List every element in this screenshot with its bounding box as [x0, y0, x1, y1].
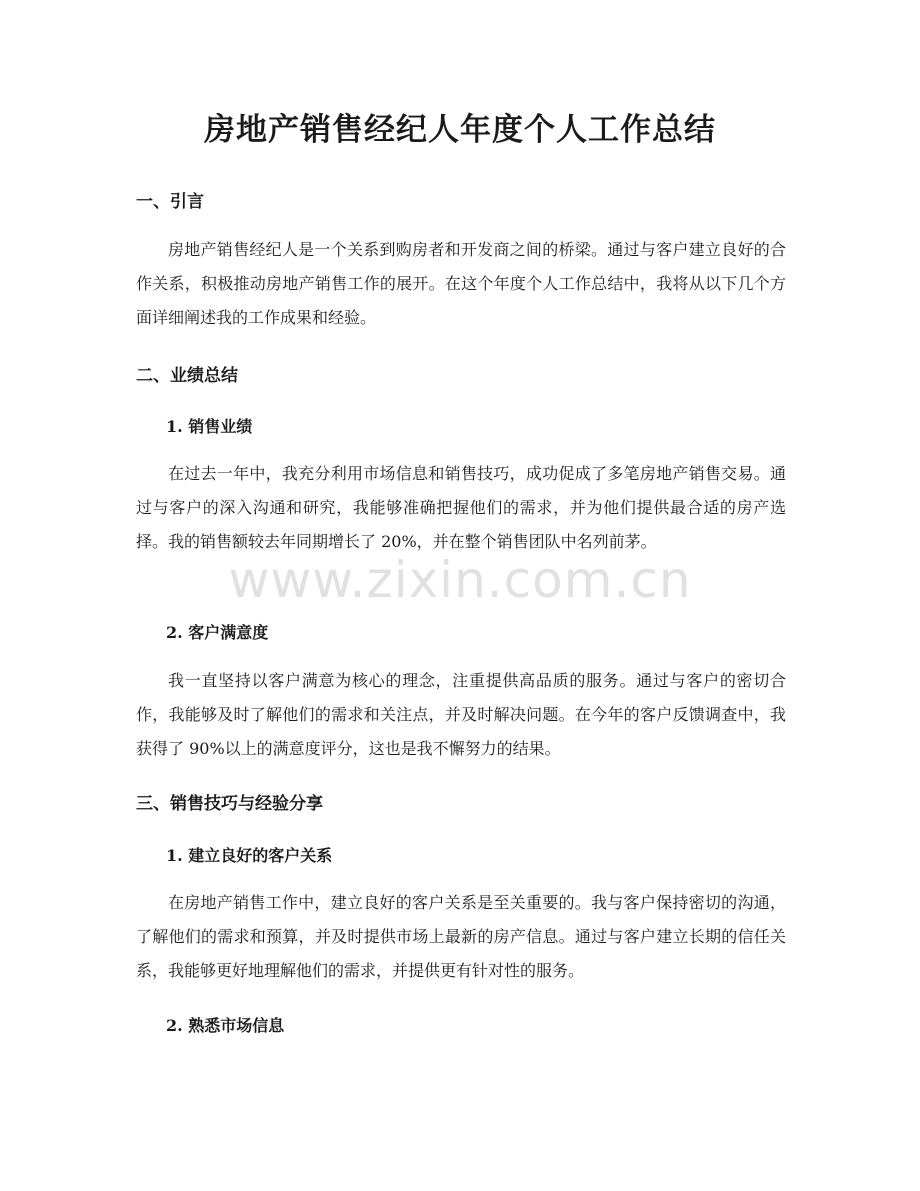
section-heading-techniques: 三、销售技巧与经验分享 [136, 794, 323, 814]
section-heading-performance: 二、业绩总结 [136, 366, 238, 386]
subsection-heading-market-info: 2. 熟悉市场信息 [166, 1016, 285, 1035]
subsection-heading-customer-relations: 1. 建立良好的客户关系 [166, 846, 333, 865]
subsection-paragraph-satisfaction: 我一直坚持以客户满意为核心的理念，注重提供高品质的服务。通过与客户的密切合作，我能够及时了解他们的需求和关注点，并及时解决问题。在今年的客户反馈调查中，我获得了 90%以上的满意度评分，这也是我不懈努力的结果。 [136, 671, 786, 758]
section-paragraph-introduction: 房地产销售经纪人是一个关系到购房者和开发商之间的桥梁。通过与客户建立良好的合作关系，积极推动房地产销售工作的展开。在这个年度个人工作总结中，我将从以下几个方面详细阐述我的工作成果和经验。 [136, 240, 786, 327]
subsection-paragraph-sales: 在过去一年中，我充分利用市场信息和销售技巧，成功促成了多笔房地产销售交易。通过与客户的深入沟通和研究，我能够准确把握他们的需求，并为他们提供最合适的房产选择。我的销售额较去年同期增长了 20%，并在整个销售团队中名列前茅。 [136, 464, 786, 551]
subsection-heading-satisfaction: 2. 客户满意度 [166, 623, 269, 642]
watermark-text: www.zixin.com.cn [228, 551, 692, 609]
section-heading-introduction: 一、引言 [136, 192, 204, 212]
subsection-paragraph-customer-relations: 在房地产销售工作中，建立良好的客户关系是至关重要的。我与客户保持密切的沟通，了解他们的需求和预算，并及时提供市场上最新的房产信息。通过与客户建立长期的信任关系，我能够更好地理解他们的需求，并提供更有针对性的服务。 [136, 893, 786, 980]
document-title: 房地产销售经纪人年度个人工作总结 [204, 112, 716, 148]
subsection-heading-sales: 1. 销售业绩 [166, 417, 253, 436]
